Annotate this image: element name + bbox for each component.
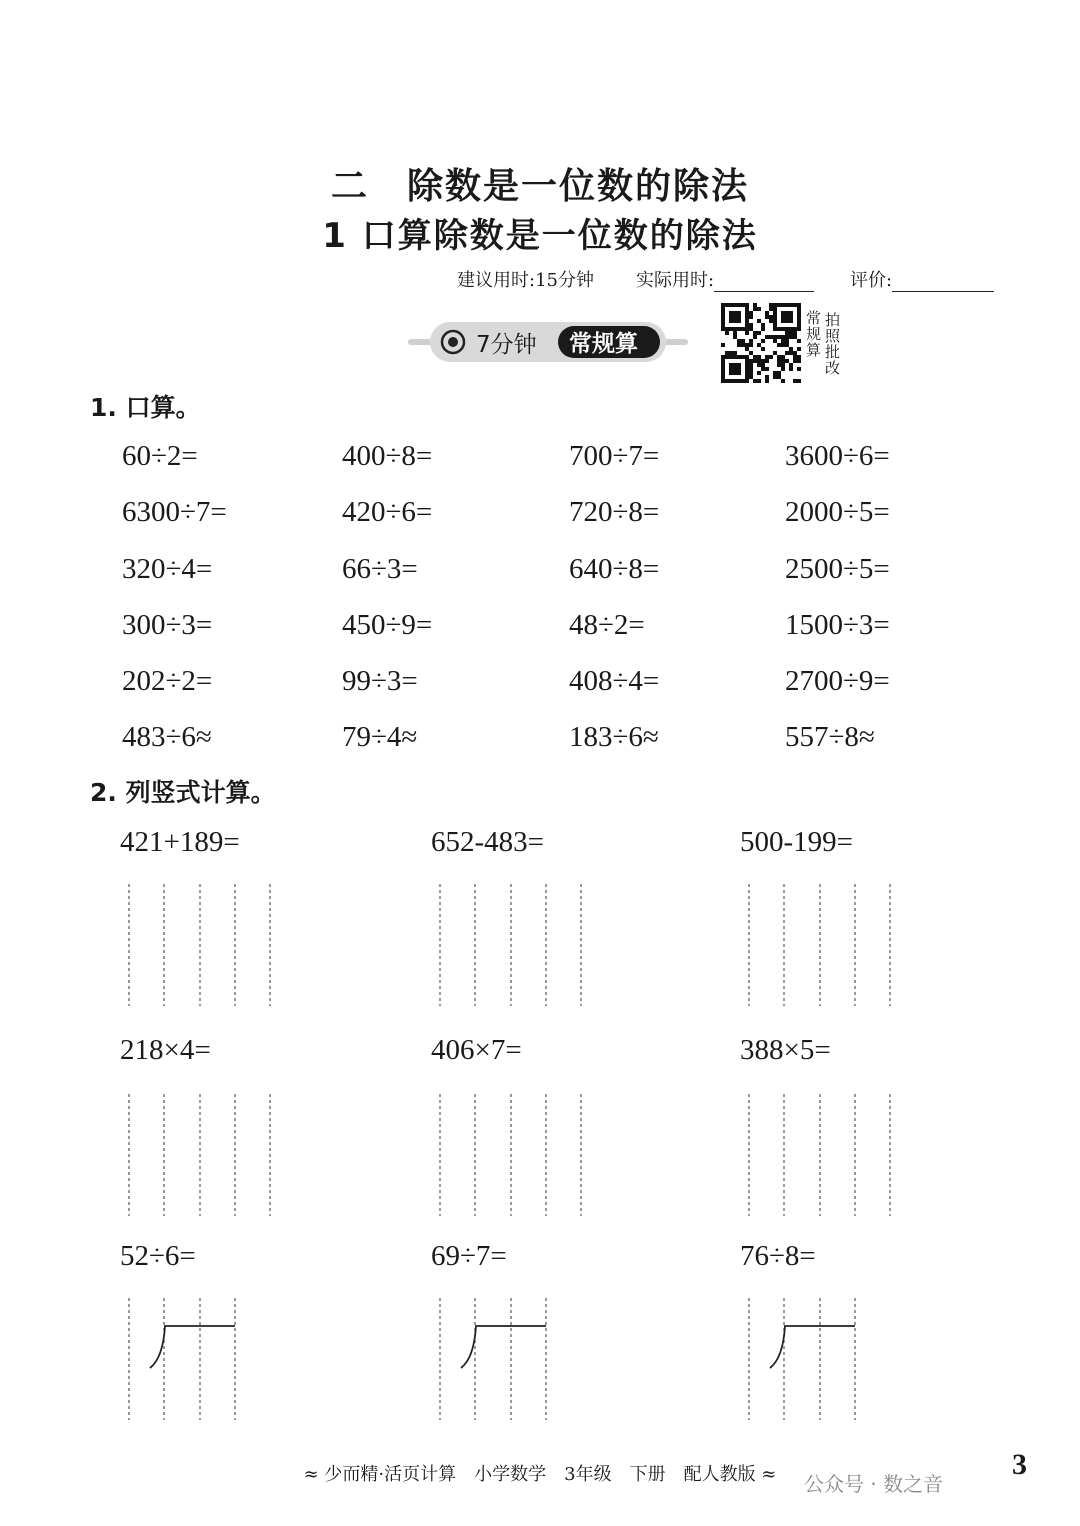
- oral-problem: 450÷9=: [342, 609, 433, 641]
- oral-problem: 183÷6≈: [569, 721, 659, 753]
- work-area[interactable]: [436, 1094, 596, 1220]
- suggested-time: 建议用时:15分钟: [457, 270, 594, 291]
- oral-problem: 300÷3=: [122, 609, 213, 641]
- oral-problem: 202÷2=: [122, 665, 213, 697]
- oral-problem: 483÷6≈: [122, 721, 212, 753]
- time-badge: [408, 320, 688, 364]
- division-bracket: [150, 1326, 235, 1368]
- division-bracket: [770, 1326, 855, 1368]
- oral-problem: 640÷8=: [569, 553, 660, 585]
- work-area[interactable]: [745, 1298, 905, 1424]
- written-problem: 69÷7=: [431, 1240, 507, 1272]
- written-problem: 500-199=: [740, 826, 854, 858]
- written-problem: 52÷6=: [120, 1240, 196, 1272]
- work-area[interactable]: [125, 1094, 285, 1220]
- watermark: 公众号 · 数之音: [804, 1472, 944, 1496]
- oral-problem: 2000÷5=: [785, 496, 890, 528]
- oral-problem: 420÷6=: [342, 496, 433, 528]
- written-problem: 388×5=: [740, 1034, 831, 1066]
- written-problem: 421+189=: [120, 826, 240, 858]
- oral-problem: 66÷3=: [342, 553, 418, 585]
- work-area[interactable]: [125, 1298, 285, 1424]
- work-area[interactable]: [745, 884, 905, 1010]
- oral-problem: 400÷8=: [342, 440, 433, 472]
- rating: [850, 266, 994, 292]
- section2-heading: 2. 列竖式计算。: [90, 778, 276, 807]
- qr-label-right: 拍照批改: [825, 311, 841, 377]
- footer-text: ≈ 少而精·活页计算 小学数学 3年级 下册 配人教版 ≈: [303, 1464, 777, 1485]
- badge-label: 常规算: [569, 331, 638, 357]
- written-problem: 76÷8=: [740, 1240, 816, 1272]
- oral-problem: 2500÷5=: [785, 553, 890, 585]
- work-area[interactable]: [125, 884, 285, 1010]
- oral-problem: 60÷2=: [122, 440, 198, 472]
- badge-time: 7分钟: [476, 332, 537, 358]
- work-area[interactable]: [745, 1094, 905, 1220]
- qr-label-left: 常规算: [806, 309, 822, 359]
- oral-problem: 99÷3=: [342, 665, 418, 697]
- oral-problem: 720÷8=: [569, 496, 660, 528]
- oral-problem: 557÷8≈: [785, 721, 875, 753]
- work-area[interactable]: [436, 884, 596, 1010]
- written-problem: 218×4=: [120, 1034, 211, 1066]
- work-area[interactable]: [436, 1298, 596, 1424]
- actual-time-label: 实际用时:: [636, 270, 715, 291]
- oral-problem: 700÷7=: [569, 440, 660, 472]
- oral-problem: 408÷4=: [569, 665, 660, 697]
- rating-blank[interactable]: [892, 271, 994, 292]
- oral-problem: 2700÷9=: [785, 665, 890, 697]
- lesson-title: 1 口算除数是一位数的除法: [322, 216, 758, 256]
- actual-time-blank[interactable]: [714, 271, 814, 292]
- written-problem: 406×7=: [431, 1034, 522, 1066]
- oral-problem: 6300÷7=: [122, 496, 227, 528]
- section1-heading: 1. 口算。: [90, 393, 201, 422]
- rating-label: 评价:: [850, 270, 893, 291]
- page-number: 3: [1012, 1448, 1027, 1481]
- chapter-title: 二 除数是一位数的除法: [330, 166, 749, 207]
- qr-code[interactable]: [721, 303, 801, 383]
- actual-time: [636, 266, 814, 292]
- division-bracket: [461, 1326, 546, 1368]
- oral-problem: 1500÷3=: [785, 609, 890, 641]
- oral-problem: 48÷2=: [569, 609, 645, 641]
- oral-problem: 3600÷6=: [785, 440, 890, 472]
- written-problem: 652-483=: [431, 826, 545, 858]
- oral-problem: 320÷4=: [122, 553, 213, 585]
- oral-problem: 79÷4≈: [342, 721, 418, 753]
